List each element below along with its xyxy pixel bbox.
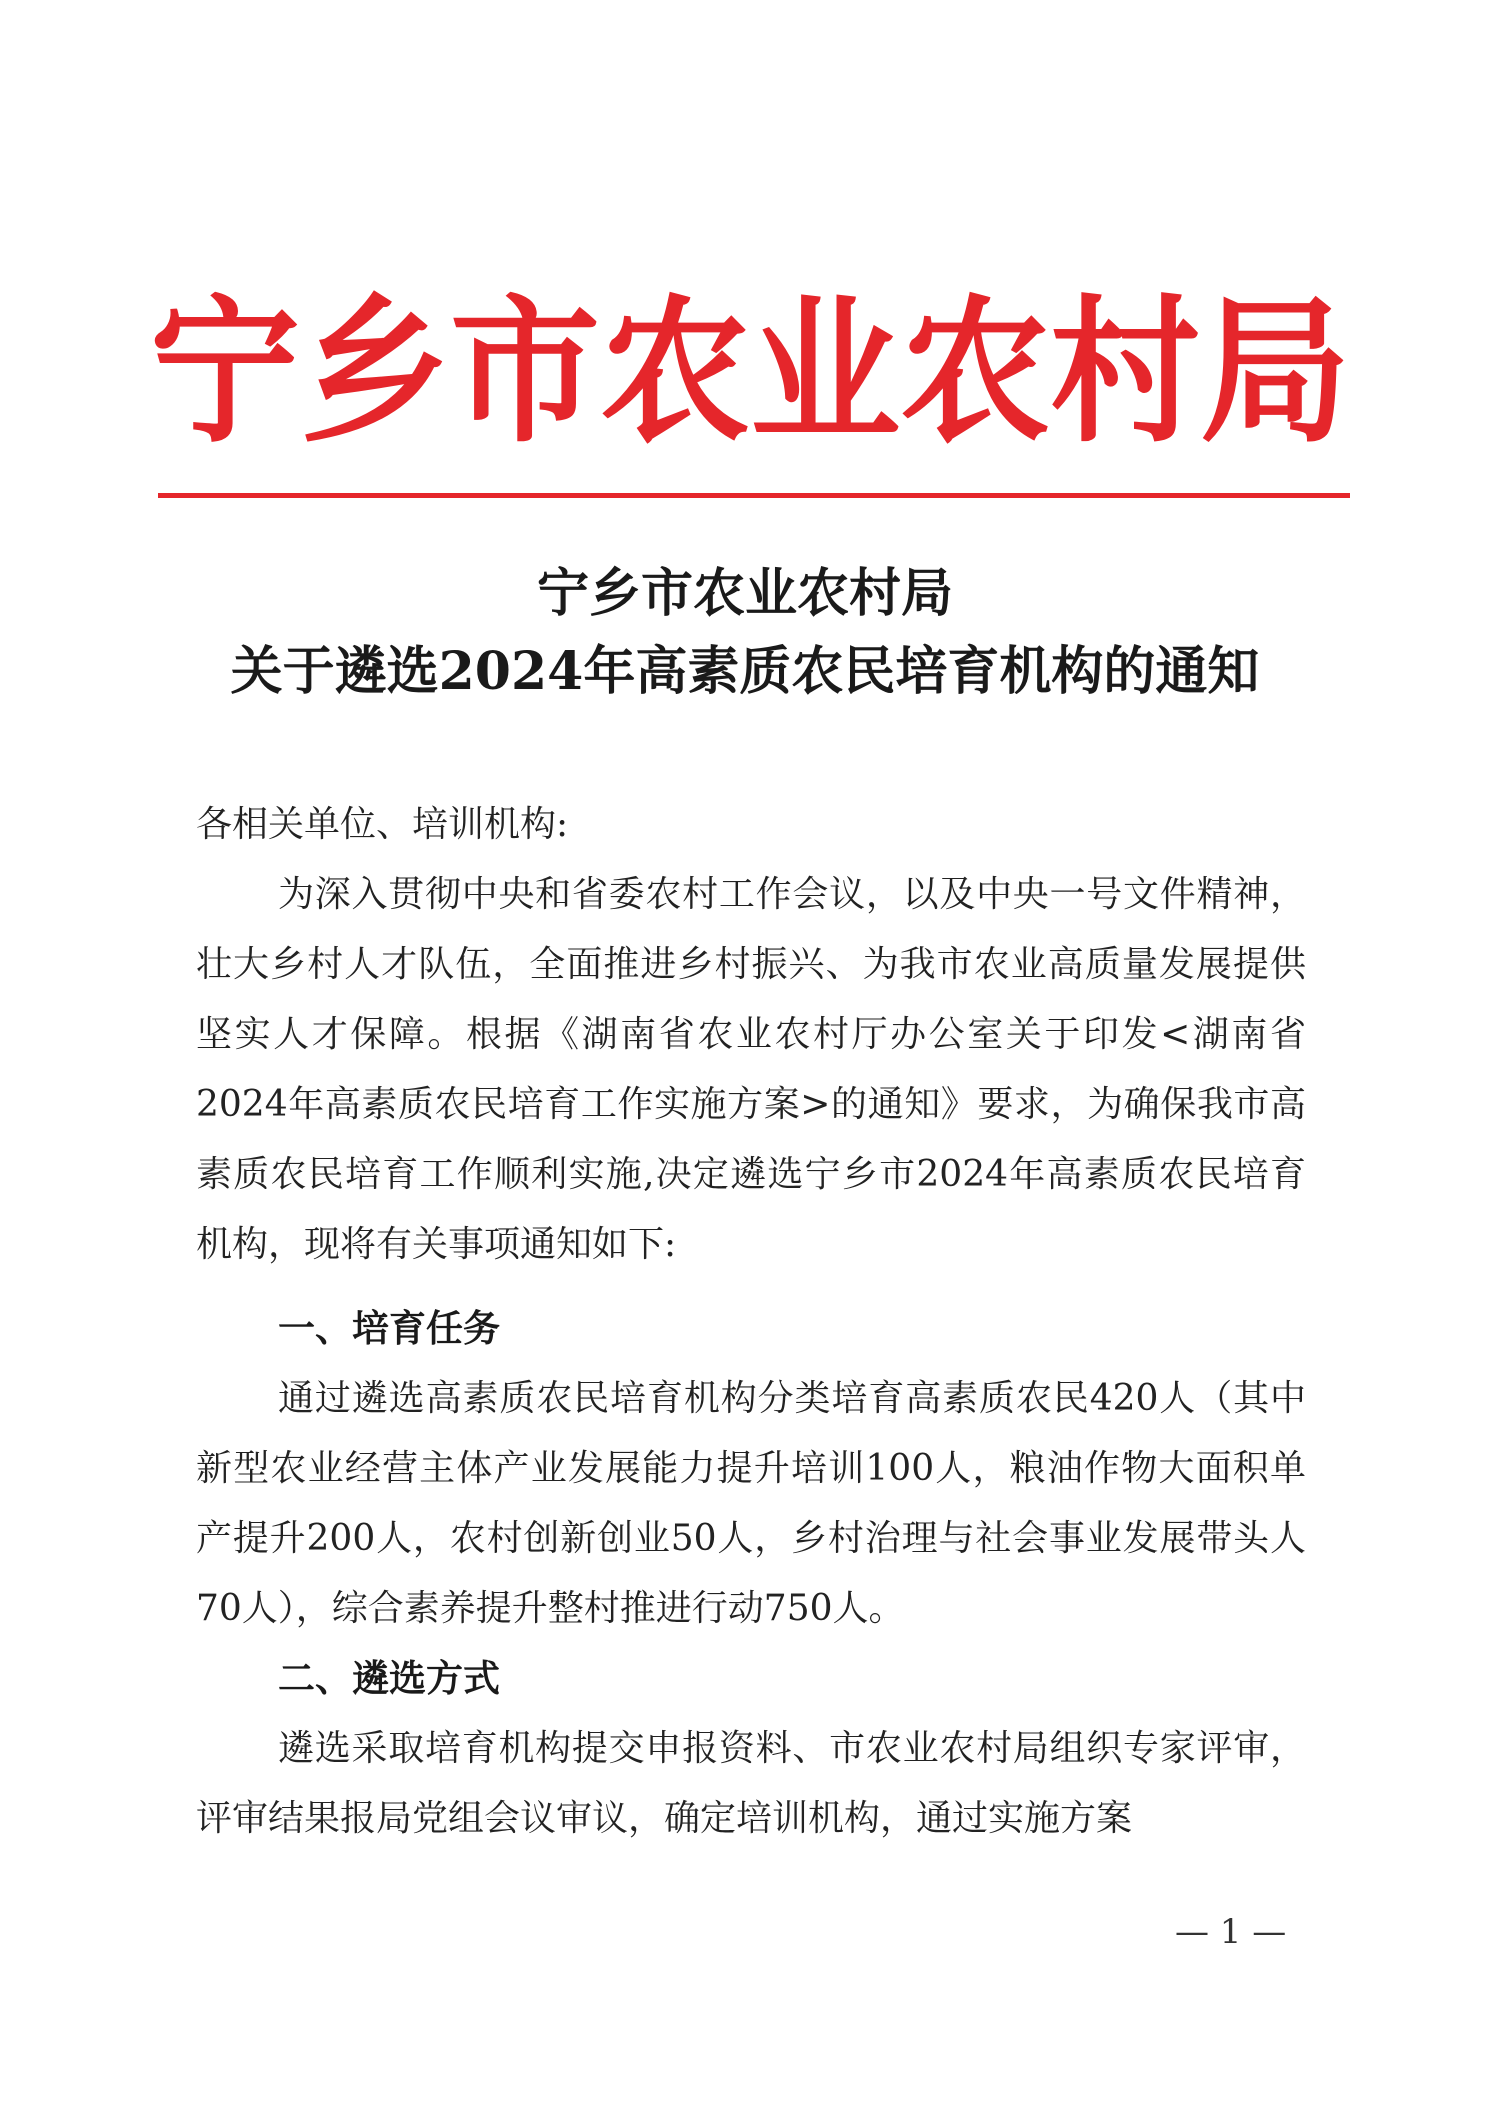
letterhead-char: 乡	[300, 281, 451, 464]
task-paragraph: 通过遴选高素质农民培育机构分类培育高素质农民420人（其中新型农业经营主体产业发展能力提升培训100人，粮油作物大面积单产提升200人，农村创新创业50人，乡村治理与社会事业发展带头人70人），综合素养提升整村推进行动750人。	[196, 1378, 1306, 1629]
letterhead-char: 宁	[150, 281, 301, 464]
method-paragraph: 遴选采取培育机构提交申报资料、市农业农村局组织专家评审，评审结果报局党组会议审议，确定培训机构，通过实施方案	[196, 1728, 1306, 1839]
page-number: — 1 —	[1175, 1912, 1287, 1952]
salutation: 各相关单位、培训机构:	[196, 804, 569, 845]
section-heading-method: 二、遴选方式	[278, 1657, 500, 1700]
letterhead-char: 局	[1200, 281, 1351, 464]
letterhead-char: 市	[450, 281, 601, 464]
document-title-line-2: 关于遴选2024年高素质农民培育机构的通知	[230, 641, 1260, 702]
section-heading-task: 一、培育任务	[278, 1307, 500, 1350]
letterhead-char: 村	[1050, 281, 1201, 464]
intro-paragraph: 为深入贯彻中央和省委农村工作会议，以及中央一号文件精神，壮大乡村人才队伍，全面推进乡村振兴、为我市农业高质量发展提供坚实人才保障。根据《湖南省农业农村厅办公室关于印发<湖南省2024年高素质农民培育工作实施方案>的通知》要求，为确保我市高素质农民培育工作顺利实施,决定遴选宁乡市2024年高素质农民培育机构，现将有关事项通知如下:	[196, 874, 1306, 1265]
letterhead-char: 农	[600, 281, 751, 464]
letterhead-char: 农	[900, 281, 1051, 464]
letterhead-divider	[158, 493, 1350, 498]
letterhead-char: 业	[750, 281, 901, 464]
document-title-line-1: 宁乡市农业农村局	[536, 563, 953, 624]
letterhead-title	[150, 281, 1351, 465]
